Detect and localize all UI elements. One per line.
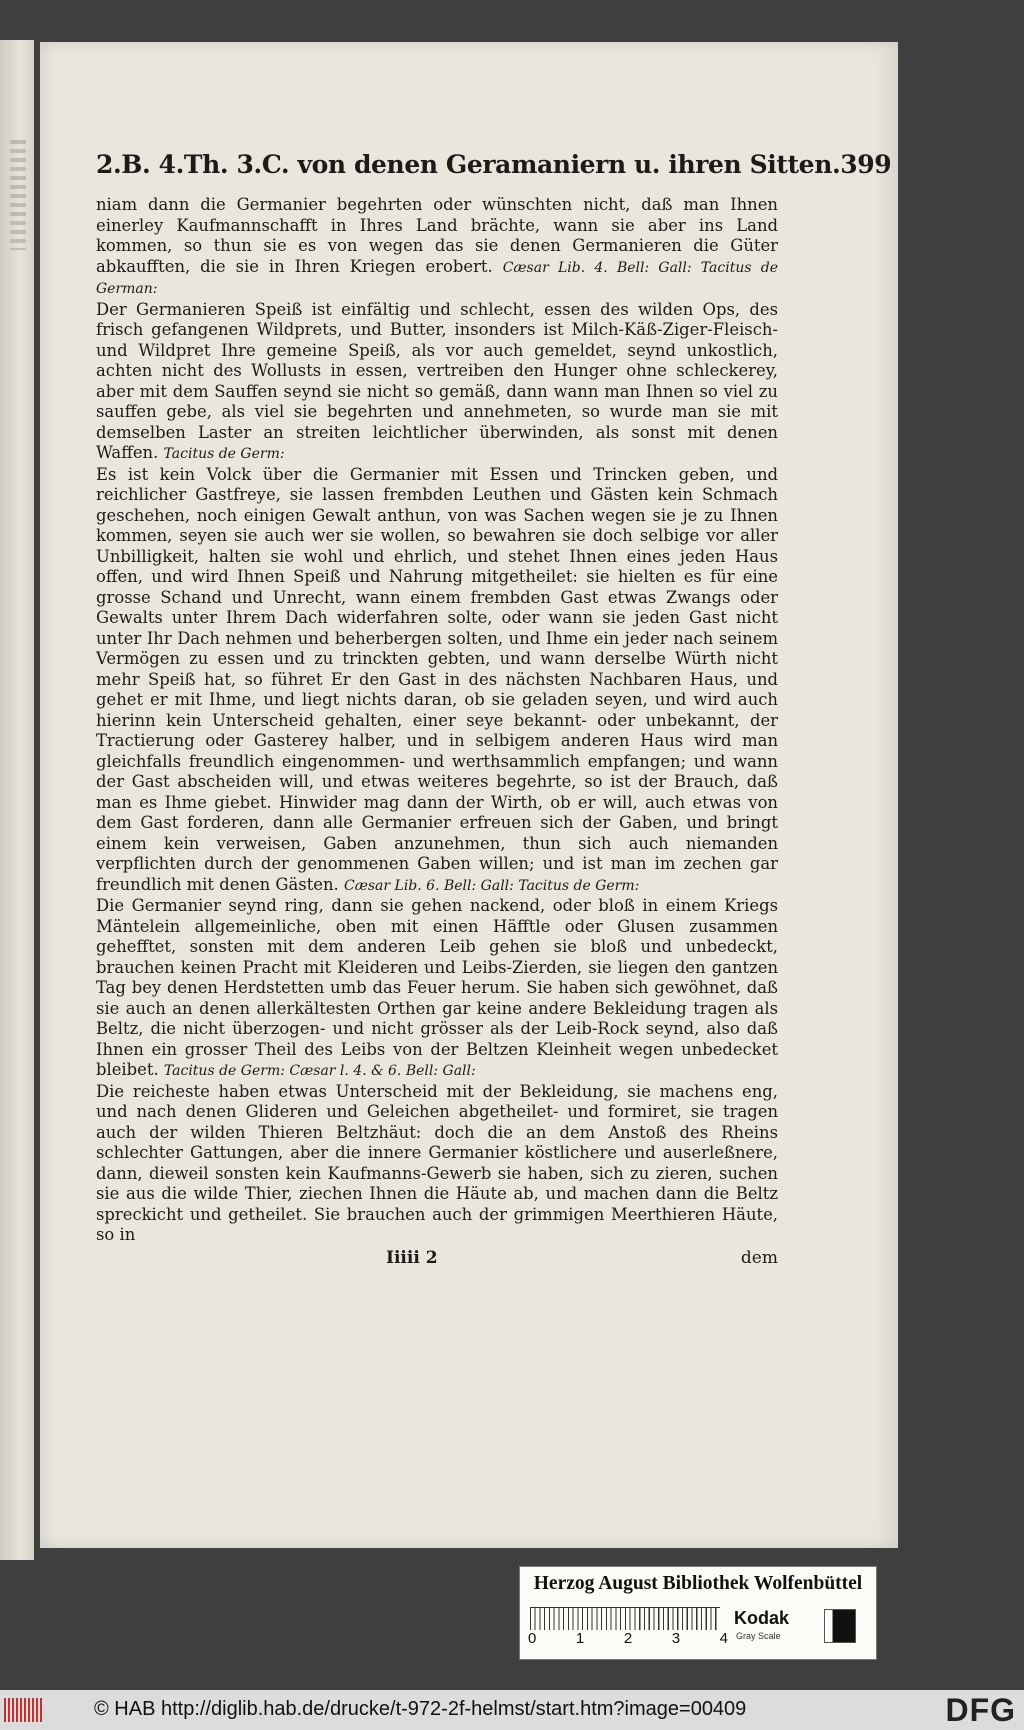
paragraph-text: Die reicheste haben etwas Unterscheid mit der Bekleidung, sie machens eng, und nach denen Glideren und Geleichen abgetheilet- und formiret, sie tragen auch der wilden Thieren Beltzhäut: doch die an dem Anstoß des Rheins schlechter Gattungen, aber die innere Germanier köstlichere und auserleßnere, dann, dieweil sonsten kein Kaufmanns-Gewerb sie haben, sich zu zieren, suchen sie aus die wilde Thier, ziechen Ihnen die Häute ab, und machen dann die Beltz spreckicht und getheilet. Sie brauchen auch der grimmigen Meerthieren Häute, so in	[96, 1081, 778, 1244]
kodak-brand: Kodak	[734, 1608, 790, 1628]
signature-mark: Iiiii 2	[386, 1247, 438, 1268]
scale-number: 3	[671, 1630, 681, 1647]
paragraph-2	[96, 300, 778, 465]
scale-number: 0	[528, 1630, 537, 1647]
paragraph-text: niam dann die Germanier begehrten oder wünschten nicht, daß man Ihnen einerley Kaufmannschafft in Ihres Land brächte, wann sie aber ins Land kommen, so thun sie es von wegen das sie denen Germanieren die Güter abkaufften, die sie in Ihren Kriegen erobert.	[96, 195, 778, 276]
gray-scale-label: Gray Scale	[736, 1631, 781, 1641]
page-text-block	[96, 150, 892, 1272]
running-head	[96, 150, 892, 179]
scale-number: 4	[719, 1630, 728, 1647]
citation: Cæsar Lib. 4. Bell: Gall: Tacitus de German:	[96, 259, 778, 297]
citation: Tacitus de Germ: Cæsar l. 4. & 6. Bell: Gall:	[163, 1063, 476, 1079]
facing-page-stamp	[10, 140, 26, 250]
page-number: 399	[840, 150, 892, 179]
catchword: dem	[740, 1247, 778, 1268]
scale-numbers	[528, 1630, 728, 1647]
scale-number: 1	[575, 1630, 585, 1647]
citation: Cæsar Lib. 6. Bell: Gall: Tacitus de Germ:	[343, 877, 640, 894]
paragraph-text: Es ist kein Volck über die Germanier mit Essen und Trincken geben, und reichlicher Gastfreye, sie lassen frembden Leuthen und Gästen kein Schmach geschehen, noch einigen Gewalt anthun, von was Sachen wegen sie je zu Ihnen kommen, seyen sie auch wer sie wollen, so bewahren sie doch selbige vor aller Unbilligkeit, halten sie wohl und ehrlich, und stehet Ihnen eines jeden Haus offen, und wird Ihnen Speiß und Nahrung mitgetheilet: sie hielten es für eine grosse Schand und Unrecht, wann einem frembden Gast etwas Zwangs oder Gewalts unter Ihrem Dach widerfahren solte, oder wann sie jeden Gast nicht unter Ihr Dach nehmen und beherbergen solten, und Ihme ein jeder nach seinem Vermögen zu essen und zu trinckten gebten, und wann derselbe Würth nicht mehr Speiß hat, so führet Er den Gast in des nächsten Nachbaren Haus, und gehet er mit Ihme, und liegt nichts daran, ob sie geladen seyen, und wird auch hierinn kein Unterscheid gehalten, einer seye bekannt- oder unbekannt, der Tractierung oder Gasterey halber, und in selbigem anderen Haus wird man gleichfalls freundlich eingenommen- und werthsammlich empfangen; und wann der Gast abscheiden will, und etwas weiteres begehrte, so ist der Brauch, daß man es Ihme giebet. Hinwider mag dann der Wirth, ob er will, auch etwas von dem Gast forderen, dann alle Germanier erfreuen sich der Gaben, und bringt einem kein verweisen, Gaben anzunehmen, thun sich auch niemanden verpflichten durch der genommenen Gaben willen; und ist man im zechen gar freundlich mit denen Gästen.	[96, 464, 778, 894]
paragraph-4	[96, 896, 778, 1082]
gray-swatch	[824, 1609, 856, 1643]
scale-number: 2	[623, 1630, 633, 1647]
credit-bar	[0, 1690, 1024, 1730]
library-color-card	[519, 1566, 877, 1660]
library-name: Herzog August Bibliothek Wolfenbüttel	[533, 1573, 863, 1594]
book-page	[40, 42, 898, 1548]
barcode-icon	[4, 1698, 44, 1722]
paragraph-text: Der Germanieren Speiß ist einfältig und schlecht, essen des wilden Ops, des frisch gefangenen Wildprets, und Butter, insonders ist Milch-Käß-Ziger-Fleisch-und Wildpret Ihre gemeine Speiß, als vor auch gemeldet, seynd unkostlich, achten nicht des Wollusts in essen, vertreiben den Hunger ohne schleckerey, aber mit dem Sauffen seynd sie nicht so gemäß, dann wann man Ihnen so viel zu sauffen gebe, als viel sie begehrten und annehmeten, so wurde man sie mit demselben Laster an streiten leichtlicher überwinden, als sonst mit denen Waffen.	[96, 299, 778, 462]
paragraph-1	[96, 195, 778, 300]
facing-page-edge	[0, 40, 34, 1560]
paragraph-3	[96, 465, 778, 897]
source-link[interactable]: © HAB http://diglib.hab.de/drucke/t-972-2f-helmst/start.htm?image=00409	[94, 1698, 747, 1720]
dfg-logo: DFG	[945, 1692, 1016, 1728]
scale-ruler	[530, 1607, 720, 1630]
page-footer	[96, 1248, 778, 1272]
citation: Tacitus de Germ:	[163, 446, 285, 462]
running-title: 2.B. 4.Th. 3.C. von denen Geramaniern u. ihren Sitten.	[96, 150, 841, 179]
paragraph-text: Die Germanier seynd ring, dann sie gehen nackend, oder bloß in einem Kriegs Mäntelein allgemeinliche, oben mit einen Häfftle oder Glusen zusammen gehefftet, sonsten mit dem anderen Leib gehen sie bloß und unbedeckt, brauchen keinen Pracht mit Kleideren und Leibs-Zierden, sie liegen den gantzen Tag bey denen Herdstetten umb das Feuer herum. Sie haben sich gewöhnet, daß sie auch an denen allerkältesten Orthen gar keine andere Bekleidung tragen als Beltz, die nicht überzogen- und nicht grösser als der Leib-Rock seynd, also daß Ihnen ein grosser Theil des Leibs von der Beltzen Kleinheit wegen unbedecket bleibet.	[96, 896, 778, 1079]
paragraph-5	[96, 1082, 778, 1246]
